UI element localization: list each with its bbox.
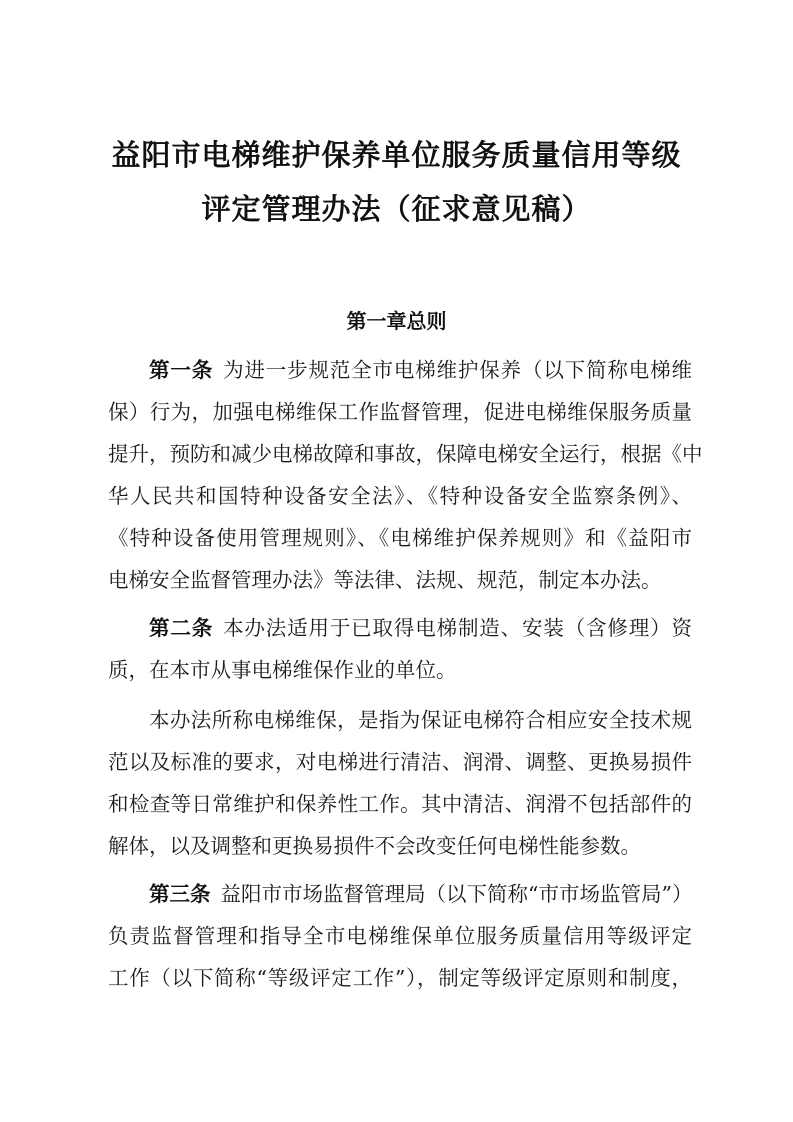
article-3-label: 第三条 bbox=[149, 882, 211, 906]
article-2-para-2-line-2: 范以及标准的要求，对电梯进行清洁、润滑、调整、更换易损件 bbox=[108, 750, 692, 774]
article-3-line-2: 负责监督管理和指导全市电梯维保单位服务质量信用等级评定 bbox=[108, 924, 692, 948]
article-2-text: 本办法适用于已取得电梯制造、安装（含修理）资 bbox=[223, 616, 692, 640]
article-2-line-2: 质，在本市从事电梯维保作业的单位。 bbox=[108, 658, 457, 682]
article-1-line-4: 华人民共和国特种设备安全法》、《特种设备安全监察条例》、 bbox=[108, 484, 692, 508]
article-1-label: 第一条 bbox=[149, 358, 214, 382]
article-1-line-3: 提升，预防和减少电梯故障和事故，保障电梯安全运行，根据《中 bbox=[108, 442, 703, 466]
article-1-line-5: 《特种设备使用管理规则》、《电梯维护保养规则》和《益阳市 bbox=[108, 526, 692, 550]
article-3-line-1 bbox=[149, 879, 692, 909]
document-title-line-1: 益阳市电梯维护保养单位服务质量信用等级 bbox=[111, 138, 682, 172]
article-2-para-2-line-4: 解体，以及调整和更换易损件不会改变任何电梯性能参数。 bbox=[108, 834, 641, 858]
article-1-line-1 bbox=[149, 355, 692, 385]
chapter-heading: 第一章总则 bbox=[346, 309, 447, 333]
article-2-para-2-line-3: 和检查等日常维护和保养性工作。其中清洁、润滑不包括部件的 bbox=[108, 792, 692, 816]
article-1-text: 为进一步规范全市电梯维护保养（以下简称电梯维 bbox=[223, 358, 692, 382]
article-1-line-2: 保）行为，加强电梯维保工作监督管理，促进电梯维保服务质量 bbox=[108, 400, 692, 424]
article-2-line-1 bbox=[149, 613, 692, 643]
document-title-line-2: 评定管理办法（征求意见稿） bbox=[201, 192, 592, 226]
article-1-line-6: 电梯安全监督管理办法》等法律、法规、规范，制定本办法。 bbox=[108, 568, 662, 592]
article-2-label: 第二条 bbox=[149, 616, 214, 640]
article-3-line-3: 工作（以下简称“等级评定工作”），制定等级评定原则和制度， bbox=[108, 966, 692, 990]
article-3-text: 益阳市市场监督管理局（以下简称“市市场监管局”） bbox=[220, 882, 693, 906]
article-2-para-2-line-1: 本办法所称电梯维保，是指为保证电梯符合相应安全技术规 bbox=[149, 708, 692, 732]
